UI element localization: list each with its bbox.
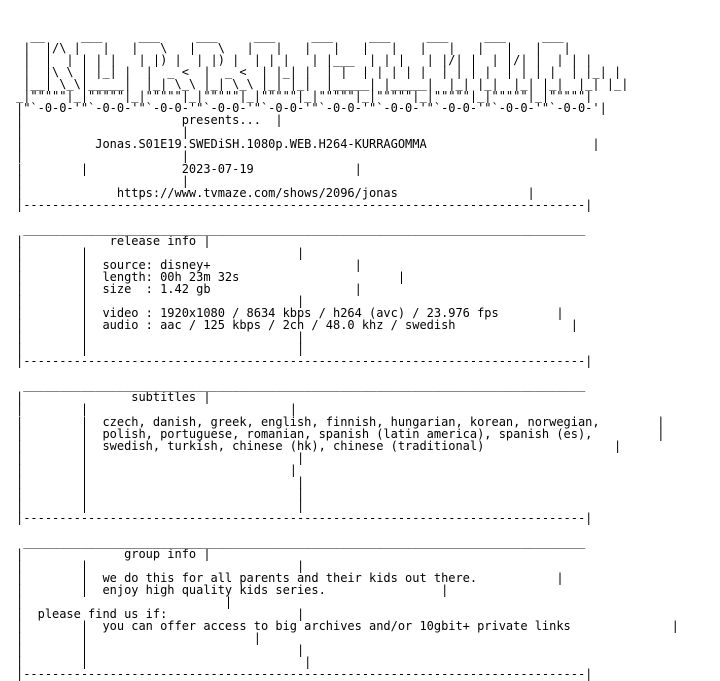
nfo-line: | | | (16, 498, 305, 513)
nfo-line: | presents... | (16, 113, 283, 128)
nfo-line: | | swedish, turkish, chinese (hk), chinese (traditional) | (16, 438, 622, 453)
nfo-line: | | | (16, 462, 297, 477)
nfo-line: | release info | (16, 233, 211, 248)
nfo-line: | | (16, 125, 189, 140)
nfo-line: |------------------------------------------------------------------------------| (16, 667, 593, 681)
nfo-line: | | we do this for all parents and their kids out there. | (16, 571, 564, 586)
nfo-line: | | (16, 595, 233, 610)
nfo-line: | group info | (16, 547, 211, 562)
nfo-line: | | (16, 149, 189, 164)
nfo-line: | | audio : aac / 125 kbps / 2ch / 48.0 khz / swedish | (16, 318, 578, 333)
nfo-line: |"`-0-0-'"`-0-0-'"`-0-0-'"`-0-0-'"`-0-0-'"`-0-0-'"`-0-0-'"`-0-0-'"`-0-0-'"`-0-0-'| (16, 101, 607, 116)
nfo-line: | subtitles | (16, 390, 211, 405)
nfo-line: | | video : 1920x1080 / 8634 kbps / h264 (avc) / 23.976 fps | (16, 306, 564, 321)
nfo-line: | | | (16, 245, 305, 260)
nfo-line: | | source: disney+ | (16, 257, 362, 272)
nfo-line: | | | (16, 330, 305, 345)
nfo-line: |------------------------------------------------------------------------------| (16, 354, 593, 369)
nfo-line: ______________________________________________________________________________ (16, 534, 586, 549)
nfo-line: | | | (16, 486, 305, 501)
nfo-line: _|"""""|_|"""""|_|"""""|_|"""""|_|"""""|_|"""""|_|"""""|_|"""""|_|"""""|_|"""""| (16, 89, 593, 104)
nfo-line: | | | (16, 294, 305, 309)
nfo-line: | | enjoy high quality kids series. | (16, 583, 449, 598)
nfo-line: | | you can offer access to big archives and/or 10gbit+ private links | (16, 619, 679, 634)
nfo-text-body (16, 30, 679, 681)
nfo-line: | | czech, danish, greek, english, finnish, hungarian, korean, norwegian, | (16, 414, 665, 429)
nfo-line: | | | (16, 474, 305, 489)
nfo-line: | | | (16, 643, 305, 658)
nfo-line: | | size : 1.42 gb | (16, 281, 362, 296)
nfo-line: ______________________________________________________________________________ (16, 221, 586, 236)
nfo-line: | | | (16, 450, 305, 465)
nfo-line: ______________________________________________________________________________ (16, 378, 586, 393)
nfo-line: | | | (16, 559, 305, 574)
nfo-line: | |/\ | | | \ | \ | | | | | | | | | | | | (16, 41, 586, 56)
nfo-line: | please find us if: | (16, 607, 305, 622)
nfo-line: | | 2023-07-19 | (16, 161, 362, 176)
nfo-line: | | (16, 173, 189, 188)
nfo-line: | | | (16, 655, 312, 670)
nfo-line: |__| \_\|_____| |_| \_\ |_| \_\ |_| |_| |_____| |_____| |_| |_| |_| |_| |_| |_| (16, 77, 643, 92)
nfo-line: | | | (16, 402, 297, 417)
nfo-line: | | | | | | | |) | | |) | | | | | |___ | | | | |/| | | |/| | | | | (16, 53, 607, 68)
nfo-line: | |\ \ | |_| | | _ < | _ < | |_| | | | | | | | | | | | | | | | | | |_| | (16, 65, 636, 80)
nfo-line: | | | (16, 631, 261, 646)
nfo-line: | | polish, portuguese, romanian, spanish (latin america), spanish (es), | (16, 426, 665, 441)
nfo-line: | | | (16, 342, 305, 357)
nfo-line: | | length: 00h 23m 32s | (16, 269, 406, 284)
nfo-line: |------------------------------------------------------------------------------| (16, 510, 593, 525)
nfo-line: |------------------------------------------------------------------------------| (16, 197, 593, 212)
nfo-line: | https://www.tvmaze.com/shows/2096/jonas | (16, 185, 535, 200)
nfo-line: __ ___ ___ ___ ___ ___ ___ ___ ___ ___ (16, 29, 586, 43)
nfo-line: | Jonas.S01E19.SWEDiSH.1080p.WEB.H264-KURRAGOMMA | (16, 137, 600, 152)
